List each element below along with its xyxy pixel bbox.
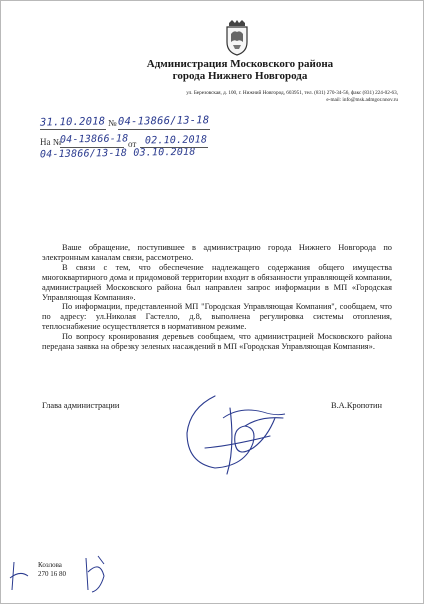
na-label: На № [40, 137, 62, 147]
handwritten-mark-right [80, 552, 110, 598]
org-name-line2: города Нижнего Новгорода [172, 70, 308, 82]
body-paragraph: По вопросу кронирования деревьев сообщаем, что администрацией Московского района передана заявка на обрезку зеленых насаждений в МП «Городская Управляющая Компания». [42, 332, 392, 352]
incoming-date: 02.10.2018 [144, 134, 208, 147]
ref-underline [60, 147, 124, 148]
registration-number: 04-13866/13-18 [117, 114, 210, 128]
email-line: e-mail: info@msk.admgor.nnov.ru [326, 96, 398, 103]
signatory-name: В.А.Кропотин [331, 401, 382, 410]
body-paragraph: Ваше обращение, поступившее в администрацию города Нижнего Новгорода по электронным каналам связи, рассмотрено. [42, 243, 392, 262]
signatory-position: Глава администрации [42, 401, 120, 410]
handwritten-signature [175, 388, 295, 478]
coat-of-arms-icon [224, 20, 250, 56]
letter-body [42, 243, 392, 352]
executor-name: Козлова [38, 561, 62, 569]
incoming-ref: 04-13866-18 [59, 133, 129, 146]
handwritten-mark-left [6, 556, 34, 596]
body-paragraph: В связи с тем, что обеспечение надлежащего содержания общего имущества многоквартирного дома и придомовой территории входит в обязанности управляющей компании, администрацией Московского района был направлен запрос информации в МП «Городская Управляющая Компания». [42, 262, 392, 302]
org-name-line1: Администрация Московского района [146, 58, 334, 70]
executor-phone: 270 16 80 [38, 569, 66, 578]
org-address [98, 90, 398, 103]
ot-label: от [128, 139, 137, 149]
number-underline [118, 129, 210, 130]
address-line: ул. Березовская, д. 100, г. Нижний Новгород, 603951, тел. (831) 270-34-56, факс (831) 224-02-63, [186, 90, 398, 96]
registration-second-line: 04-13866/13-18 03.10.2018 [39, 146, 196, 161]
date-underline [40, 129, 106, 130]
body-paragraph: По информации, представленной МП "Городская Управляющая Компания", сообщаем, что по адресу: ул.Николая Гастелло, д.8, выполнена регулировка системы отопления, теплоснабжение осуществляется в нормативном режиме. [42, 302, 392, 332]
number-prefix: № [108, 118, 117, 128]
ref-date-underline [140, 147, 208, 148]
registration-date: 31.10.2018 [39, 115, 106, 129]
executor-block [38, 561, 66, 578]
